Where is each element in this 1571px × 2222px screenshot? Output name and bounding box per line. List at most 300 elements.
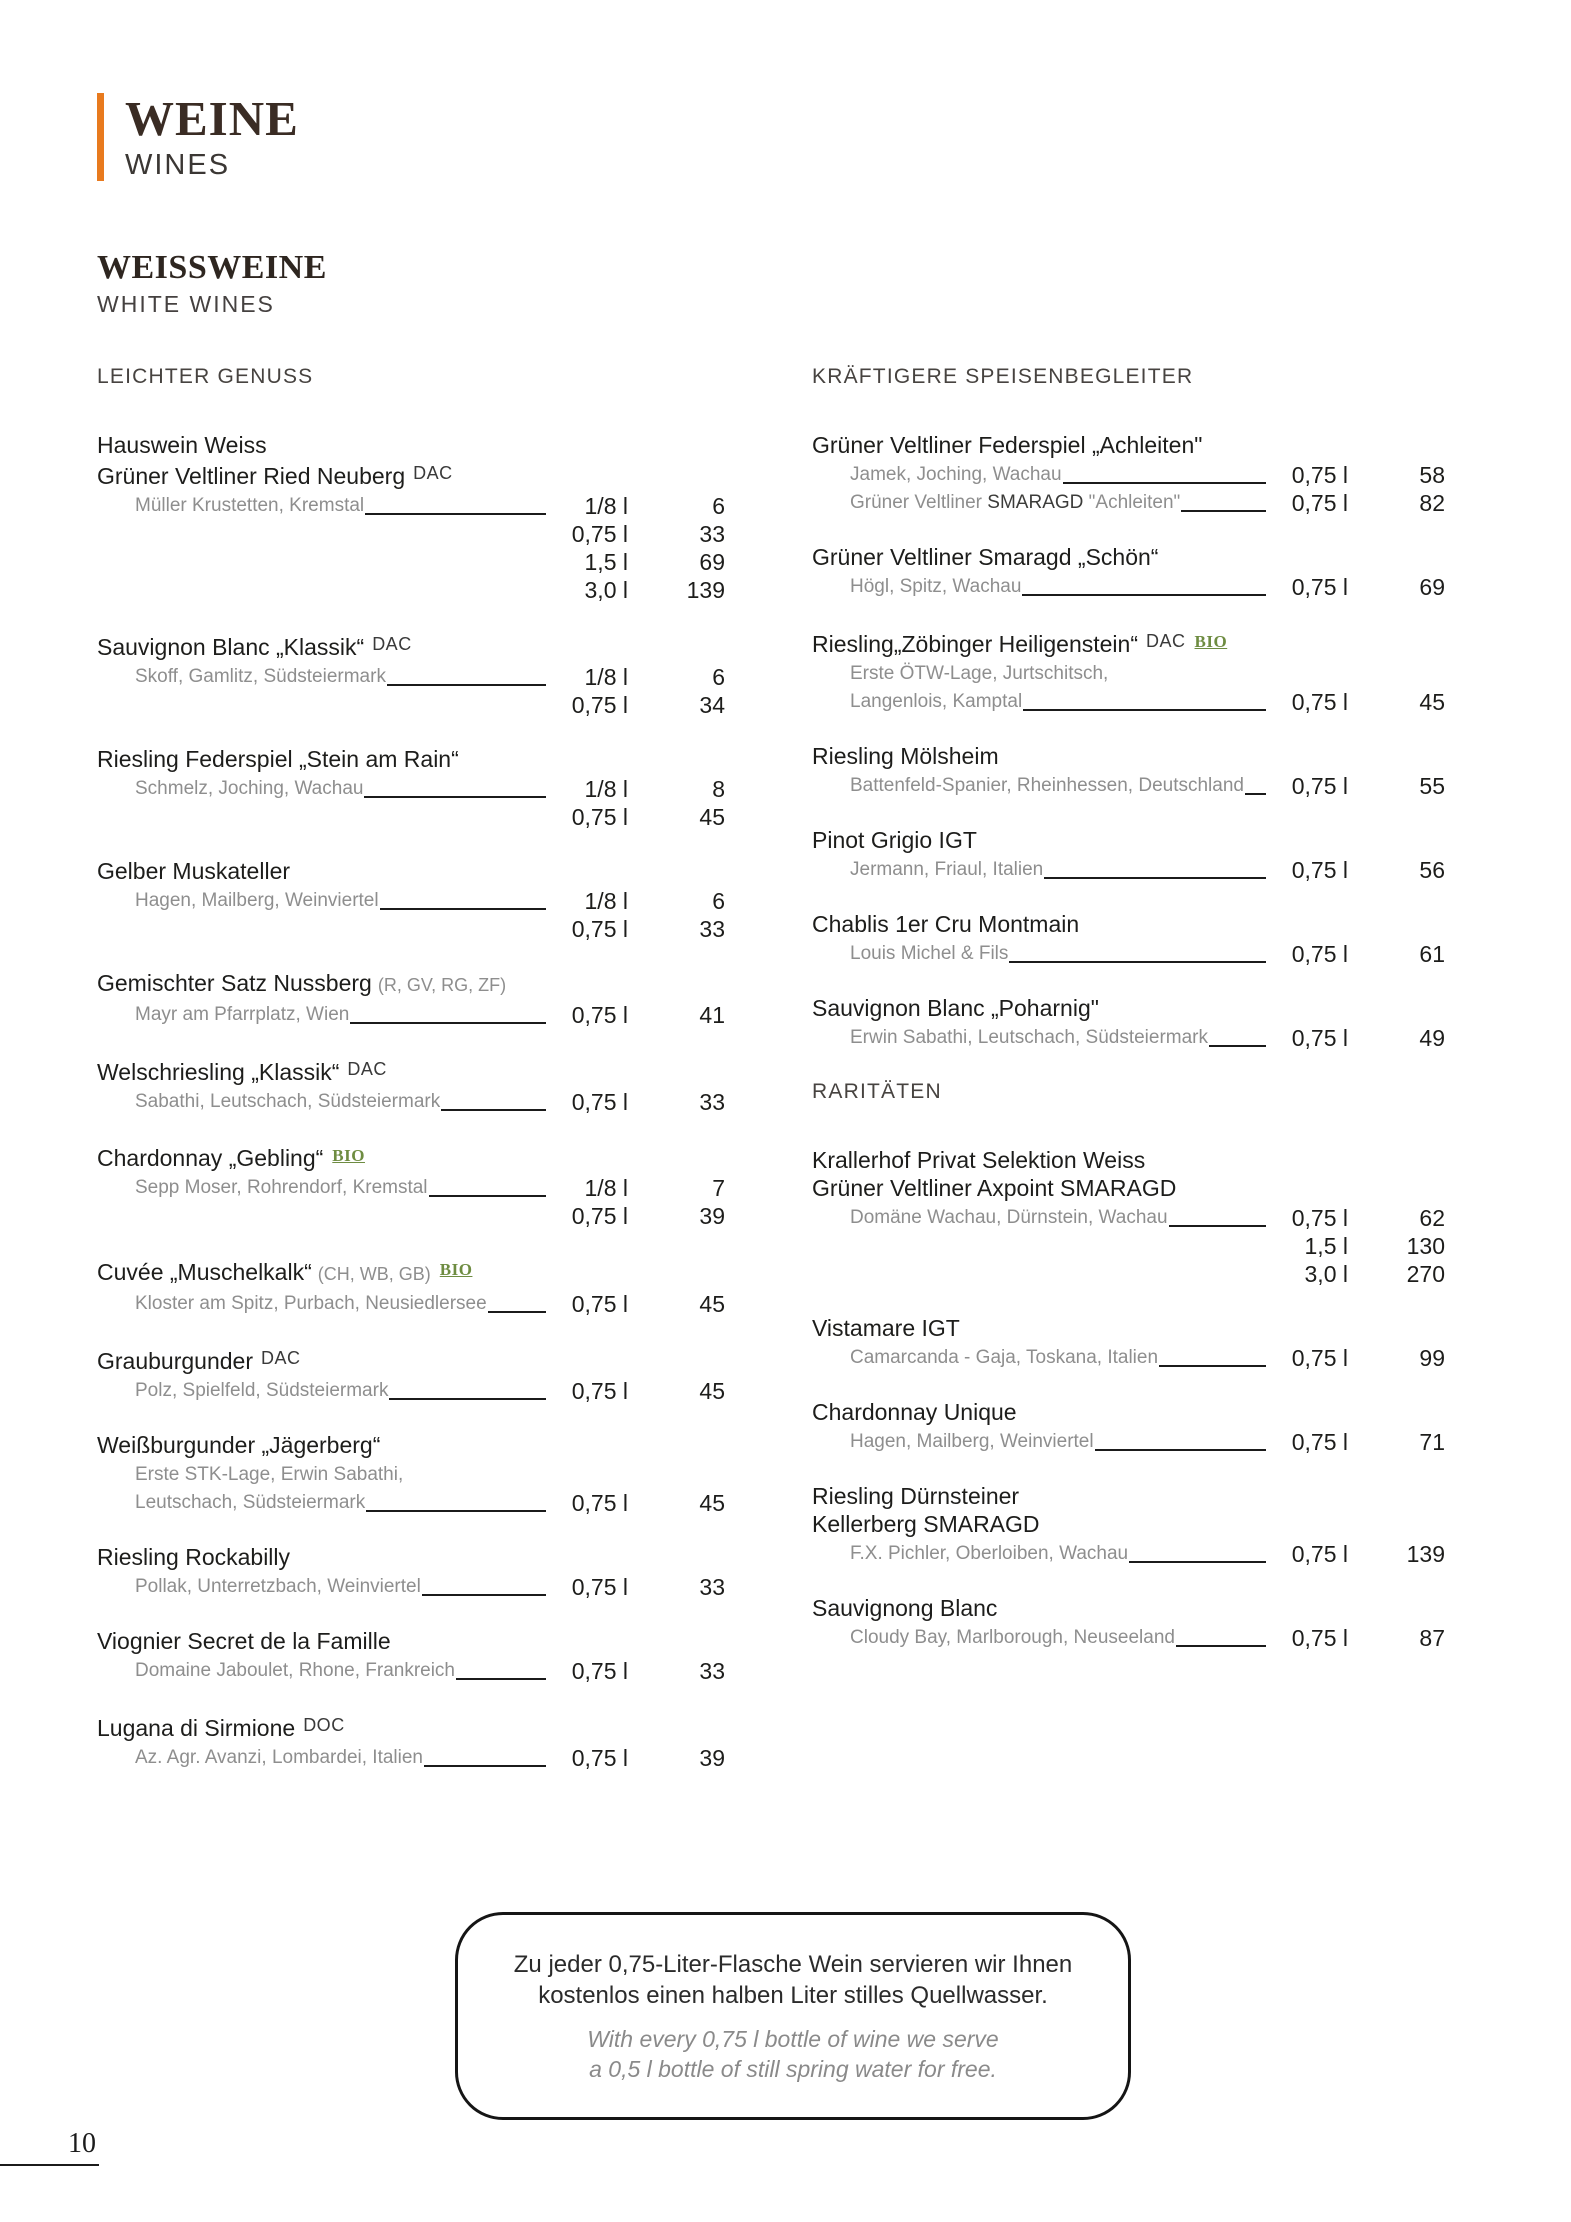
wine-name [97,431,725,459]
price-row [97,520,725,548]
page-number-rule [0,2164,99,2166]
leader-line [404,1482,546,1484]
leader-line [851,1253,1266,1255]
wine-name [97,969,725,999]
leader-line [136,824,546,826]
leader-line [364,796,546,798]
wine-name [812,1510,1445,1538]
wine-name [97,1256,725,1288]
size-value: 1,5 l [1304,1233,1348,1259]
price-row [97,803,725,831]
wine-name-text: Grauburgunder [97,1348,253,1374]
price-row [97,915,725,943]
price-row [812,1540,1445,1568]
wine-name [812,1482,1445,1510]
wine-name-block [97,1711,725,1742]
leader-line [1022,594,1266,596]
price-row [812,856,1445,884]
wine-entry [812,1482,1445,1568]
price-row [97,576,725,604]
size-value: 1,5 l [584,549,628,575]
size-value: 1/8 l [584,664,628,690]
producer-region: Camarcanda - Gaja, Toskana, Italien [850,1347,1159,1368]
size-value: 0,75 l [571,521,628,547]
size-value: 0,75 l [1291,1025,1348,1051]
size-value: 1/8 l [584,888,628,914]
price-value: 55 [1419,773,1445,799]
wine-name [812,1314,1445,1342]
price-row [97,691,725,719]
size-value: 0,75 l [1291,689,1348,715]
wine-name-block [812,910,1445,938]
leader-line [136,597,546,599]
leader-line [1063,482,1266,484]
water-note-de-line2: kostenlos einen halben Liter stilles Quellwasser. [538,1981,1048,2009]
price-value: 45 [699,1378,725,1404]
wine-entry [812,627,1445,716]
wine-entry [812,742,1445,800]
wine-name [97,1711,725,1742]
price-row [97,1461,725,1489]
classification-tag: DAC [413,463,453,483]
classification-tag: DOC [303,1715,345,1735]
wine-name-text: Vistamare IGT [812,1315,960,1341]
producer-region-strong: SMARAGD [987,492,1084,513]
size-value: 0,75 l [571,1658,628,1684]
leader-line [851,1281,1266,1283]
wine-name [97,1543,725,1571]
size-value: 0,75 l [571,1002,628,1028]
price-row [97,548,725,576]
wine-name-text: Riesling Rockabilly [97,1544,291,1570]
producer-region-part: "Achleiten" [1083,492,1181,513]
price-value: 39 [699,1203,725,1229]
price-value: 45 [699,1291,725,1317]
wine-name-text: Gelber Muskateller [97,858,291,884]
producer-region-part: Grüner Veltliner [850,492,988,513]
wine-name [97,1055,725,1086]
wine-name [97,745,725,773]
wine-name [812,1398,1445,1426]
category-title-translation: WHITE WINES [97,291,275,317]
wine-name-block [97,630,725,661]
wine-entry [812,1398,1445,1456]
wine-name-block [97,1543,725,1571]
wine-name-text: Chablis 1er Cru Montmain [812,911,1080,937]
wine-entry [812,826,1445,884]
wine-name [812,910,1445,938]
size-value: 0,75 l [1291,773,1348,799]
size-value: 0,75 l [571,1490,628,1516]
price-row [97,1290,725,1318]
page-title-translation: WINES [125,149,231,181]
water-note-box [455,1912,1131,2120]
price-value: 139 [1406,1541,1445,1567]
wine-name-block [97,1627,725,1655]
price-row [812,688,1445,716]
size-value: 1/8 l [584,776,628,802]
price-row [812,1260,1445,1288]
grape-abbreviations: (R, GV, RG, ZF) [377,975,507,995]
size-value: 0,75 l [571,916,628,942]
price-row [97,1573,725,1601]
price-value: 69 [1419,574,1445,600]
price-row [97,1202,725,1230]
wine-name [97,1627,725,1655]
wine-entry [812,1314,1445,1372]
wine-name-block [812,1594,1445,1622]
producer-region: Jermann, Friaul, Italien [850,859,1044,880]
leader-line [424,1765,546,1767]
producer-region: Sabathi, Leutschach, Südsteiermark [135,1091,441,1112]
price-value: 61 [1419,941,1445,967]
size-value: 1/8 l [584,493,628,519]
leader-line [365,513,546,515]
wine-entry [97,1256,725,1318]
wine-name [97,1431,725,1459]
wine-name-block [812,627,1445,658]
wine-entry [97,1055,725,1116]
producer-region: Leutschach, Südsteiermark [135,1492,366,1513]
wine-name-block [97,857,725,885]
price-row [812,772,1445,800]
bio-label: BIO [1194,632,1228,651]
leader-line [136,936,546,938]
leader-line [380,908,546,910]
wine-name-text: Grüner Veltliner Axpoint SMARAGD [812,1175,1177,1201]
price-row [812,940,1445,968]
price-value: 39 [699,1745,725,1771]
price-value: 6 [712,888,725,914]
price-value: 41 [699,1002,725,1028]
wine-name-text: Grüner Veltliner Federspiel „Achleiten" [812,432,1203,458]
price-row [97,492,725,520]
wine-name [97,630,725,661]
producer-region: Högl, Spitz, Wachau [850,576,1022,597]
classification-tag: DAC [347,1059,387,1079]
leader-line [1209,1045,1266,1047]
wine-name [812,627,1445,658]
size-value: 0,75 l [571,1291,628,1317]
price-value: 45 [699,1490,725,1516]
price-value: 56 [1419,857,1445,883]
leader-line [1245,793,1266,795]
price-row [97,1489,725,1517]
price-row [812,1204,1445,1232]
price-row [812,1344,1445,1372]
size-value: 0,75 l [571,692,628,718]
price-value: 6 [712,493,725,519]
leader-line [456,1678,546,1680]
wine-name-text: Sauvignon Blanc „Klassik“ [97,634,365,660]
price-row [97,663,725,691]
price-row [97,775,725,803]
water-note-en-line2: a 0,5 l bottle of still spring water for free. [589,2055,997,2082]
wine-entry [97,969,725,1029]
wine-entry [97,1431,725,1517]
wine-name [97,1142,725,1172]
column-kraeftigere-speisenbegleiter [812,363,1445,1678]
price-value: 34 [699,692,725,718]
size-value: 0,75 l [1291,1205,1348,1231]
price-value: 99 [1419,1345,1445,1371]
category-header [97,250,327,317]
column-leichter-genuss [97,363,725,1798]
wine-name-text: Gemischter Satz Nussberg [97,970,372,996]
price-value: 58 [1419,462,1445,488]
bio-label: BIO [332,1146,365,1165]
grape-abbreviations: (CH, WB, GB) [317,1264,431,1284]
price-value: 62 [1419,1205,1445,1231]
size-value: 0,75 l [571,1378,628,1404]
producer-region: Jamek, Joching, Wachau [850,464,1062,485]
wine-name-block [812,1482,1445,1538]
wine-entry [97,630,725,719]
wine-entry [97,857,725,943]
price-value: 139 [686,577,725,603]
wine-name-block [97,1256,725,1288]
wine-entry [812,1146,1445,1288]
producer-region: Louis Michel & Fils [850,943,1009,964]
size-value: 0,75 l [1291,1429,1348,1455]
wine-name-block [812,826,1445,854]
section-header: KRÄFTIGERE SPEISENBEGLEITER [812,365,1194,388]
wine-name-block [97,431,725,490]
brand-header [97,93,299,181]
wine-name-block [97,1431,725,1459]
size-value: 0,75 l [571,1203,628,1229]
price-row [812,1428,1445,1456]
leader-line [350,1022,546,1024]
wine-name [97,857,725,885]
wine-name-block [812,431,1445,459]
wine-entry [97,1627,725,1685]
producer-region: Domaine Jaboulet, Rhone, Frankreich [135,1660,456,1681]
producer-region: Schmelz, Joching, Wachau [135,778,364,799]
wine-name [812,543,1445,571]
wine-name-text: Riesling Federspiel „Stein am Rain“ [97,746,459,772]
price-value: 82 [1419,490,1445,516]
price-row [812,573,1445,601]
size-value: 3,0 l [584,577,628,603]
size-value: 3,0 l [1304,1261,1348,1287]
price-value: 33 [699,521,725,547]
price-row [812,489,1445,517]
size-value: 0,75 l [1291,1541,1348,1567]
producer-region: Erste STK-Lage, Erwin Sabathi, [135,1464,404,1485]
size-value: 0,75 l [1291,1345,1348,1371]
leader-line [1129,1561,1266,1563]
producer-region: Az. Agr. Avanzi, Lombardei, Italien [135,1747,423,1768]
producer-region: Erwin Sabathi, Leutschach, Südsteiermark [850,1027,1209,1048]
leader-line [1176,1645,1266,1647]
producer-region: F.X. Pichler, Oberloiben, Wachau [850,1543,1129,1564]
wine-name-text: Pinot Grigio IGT [812,827,977,853]
water-note-en-line1: With every 0,75 l bottle of wine we serve [587,2025,999,2052]
page-title: WEINE [125,91,299,146]
wine-name [812,994,1445,1022]
wine-name-block [97,745,725,773]
price-value: 130 [1406,1233,1445,1259]
producer-region: Cloudy Bay, Marlborough, Neuseeland [850,1627,1175,1648]
wine-name-text: Welschriesling „Klassik“ [97,1059,340,1085]
wine-entry [97,1711,725,1772]
classification-tag: DAC [261,1348,301,1368]
leader-line [389,1398,546,1400]
wine-name-text: Hauswein Weiss [97,432,267,458]
wine-entry [812,910,1445,968]
producer-region: Mayr am Pfarrplatz, Wien [135,1004,350,1025]
leader-line [488,1311,546,1313]
price-value: 270 [1406,1261,1445,1287]
size-value: 1/8 l [584,1175,628,1201]
bio-label: BIO [439,1260,473,1279]
wine-name-text: Riesling Mölsheim [812,743,999,769]
wine-name-block [97,969,725,999]
producer-region: Sepp Moser, Rohrendorf, Kremstal [135,1177,428,1198]
size-value: 0,75 l [571,1745,628,1771]
wine-name-text: Cuvée „Muschelkalk“ [97,1259,312,1285]
wine-name [97,459,725,490]
accent-bar [97,93,104,181]
leader-line [422,1594,546,1596]
wine-name-text: Sauvignong Blanc [812,1595,998,1621]
wine-entry [97,1142,725,1230]
producer-region: Hagen, Mailberg, Weinviertel [135,890,379,911]
wine-name-block [812,1146,1445,1202]
price-value: 33 [699,916,725,942]
price-value: 7 [712,1175,725,1201]
producer-region: Müller Krustetten, Kremstal [135,495,365,516]
wine-name-text: Grüner Veltliner Ried Neuberg [97,463,406,489]
section-header: LEICHTER GENUSS [97,365,314,388]
wine-name [812,431,1445,459]
producer-region [850,489,1180,517]
price-value: 33 [699,1574,725,1600]
wine-entry [812,1594,1445,1652]
leader-line [136,541,546,543]
producer-region: Erste ÖTW-Lage, Jurtschitsch, [850,663,1109,684]
size-value: 0,75 l [571,1089,628,1115]
wine-entry [97,1543,725,1601]
price-row [97,1657,725,1685]
wine-name-block [812,543,1445,571]
leader-line [1009,961,1266,963]
wine-name [97,1344,725,1375]
leader-line [136,569,546,571]
wine-name-block [812,994,1445,1022]
price-row [97,887,725,915]
wine-name-text: Viognier Secret de la Famille [97,1628,391,1654]
leader-line [1023,709,1266,711]
size-value: 0,75 l [1291,941,1348,967]
leader-line [136,712,546,714]
wine-entry [812,994,1445,1052]
classification-tag: DAC [372,634,412,654]
leader-line [429,1195,546,1197]
wine-name-text: Weißburgunder „Jägerberg“ [97,1432,381,1458]
section-header: RARITÄTEN [812,1080,942,1103]
size-value: 0,75 l [1291,574,1348,600]
price-value: 8 [712,776,725,802]
category-title: WEISSWEINE [97,249,327,286]
price-row [97,1088,725,1116]
wine-name-block [97,1344,725,1375]
leader-line [1109,681,1266,683]
size-value: 0,75 l [1291,857,1348,883]
wine-name-text: Riesling„Zöbinger Heiligenstein“ [812,631,1138,657]
price-value: 69 [699,549,725,575]
wine-name-text: Chardonnay Unique [812,1399,1017,1425]
price-value: 71 [1419,1429,1445,1455]
wine-entry [97,431,725,604]
leader-line [1169,1225,1266,1227]
price-row [97,1744,725,1772]
wine-name-text: Lugana di Sirmione [97,1715,296,1741]
size-value: 0,75 l [1291,490,1348,516]
wine-name-block [812,1398,1445,1426]
price-row [812,660,1445,688]
wine-name [812,1174,1445,1202]
leader-line [1095,1449,1266,1451]
page-number: 10 [68,2128,96,2159]
wine-name [812,742,1445,770]
wine-entry [97,745,725,831]
wine-name-text: Grüner Veltliner Smaragd „Schön“ [812,544,1159,570]
leader-line [1159,1365,1266,1367]
producer-region: Pollak, Unterretzbach, Weinviertel [135,1576,421,1597]
leader-line [366,1510,546,1512]
price-row [97,1001,725,1029]
wine-entry [97,1344,725,1405]
leader-line [1044,877,1266,879]
wine-name-text: Riesling Dürnsteiner [812,1483,1020,1509]
price-value: 33 [699,1089,725,1115]
classification-tag: DAC [1146,631,1186,651]
wine-name-block [97,1142,725,1172]
producer-region: Skoff, Gamlitz, Südsteiermark [135,666,386,687]
wine-name-text: Kellerberg SMARAGD [812,1511,1040,1537]
price-value: 49 [1419,1025,1445,1051]
price-row [812,461,1445,489]
price-row [812,1624,1445,1652]
leader-line [136,1223,546,1225]
producer-region: Battenfeld-Spanier, Rheinhessen, Deutschland [850,775,1244,796]
leader-line [1181,510,1266,512]
wine-name [812,1146,1445,1174]
leader-line [441,1109,546,1111]
wine-name-block [812,742,1445,770]
size-value: 0,75 l [1291,462,1348,488]
wine-name-block [812,1314,1445,1342]
price-row [812,1024,1445,1052]
water-note-de-line1: Zu jeder 0,75-Liter-Flasche Wein servieren wir Ihnen [513,1950,1073,1978]
wine-entry [812,431,1445,517]
price-row [97,1174,725,1202]
wine-name [812,826,1445,854]
wine-name-text: Krallerhof Privat Selektion Weiss [812,1147,1146,1173]
price-value: 45 [1419,689,1445,715]
leader-line [387,684,546,686]
price-row [97,1377,725,1405]
size-value: 0,75 l [571,1574,628,1600]
producer-region: Polz, Spielfeld, Südsteiermark [135,1380,389,1401]
wine-name-text: Sauvignon Blanc „Poharnig" [812,995,1099,1021]
wine-name [812,1594,1445,1622]
wine-entry [812,543,1445,601]
producer-region: Kloster am Spitz, Purbach, Neusiedlersee [135,1293,487,1314]
price-value: 87 [1419,1625,1445,1651]
